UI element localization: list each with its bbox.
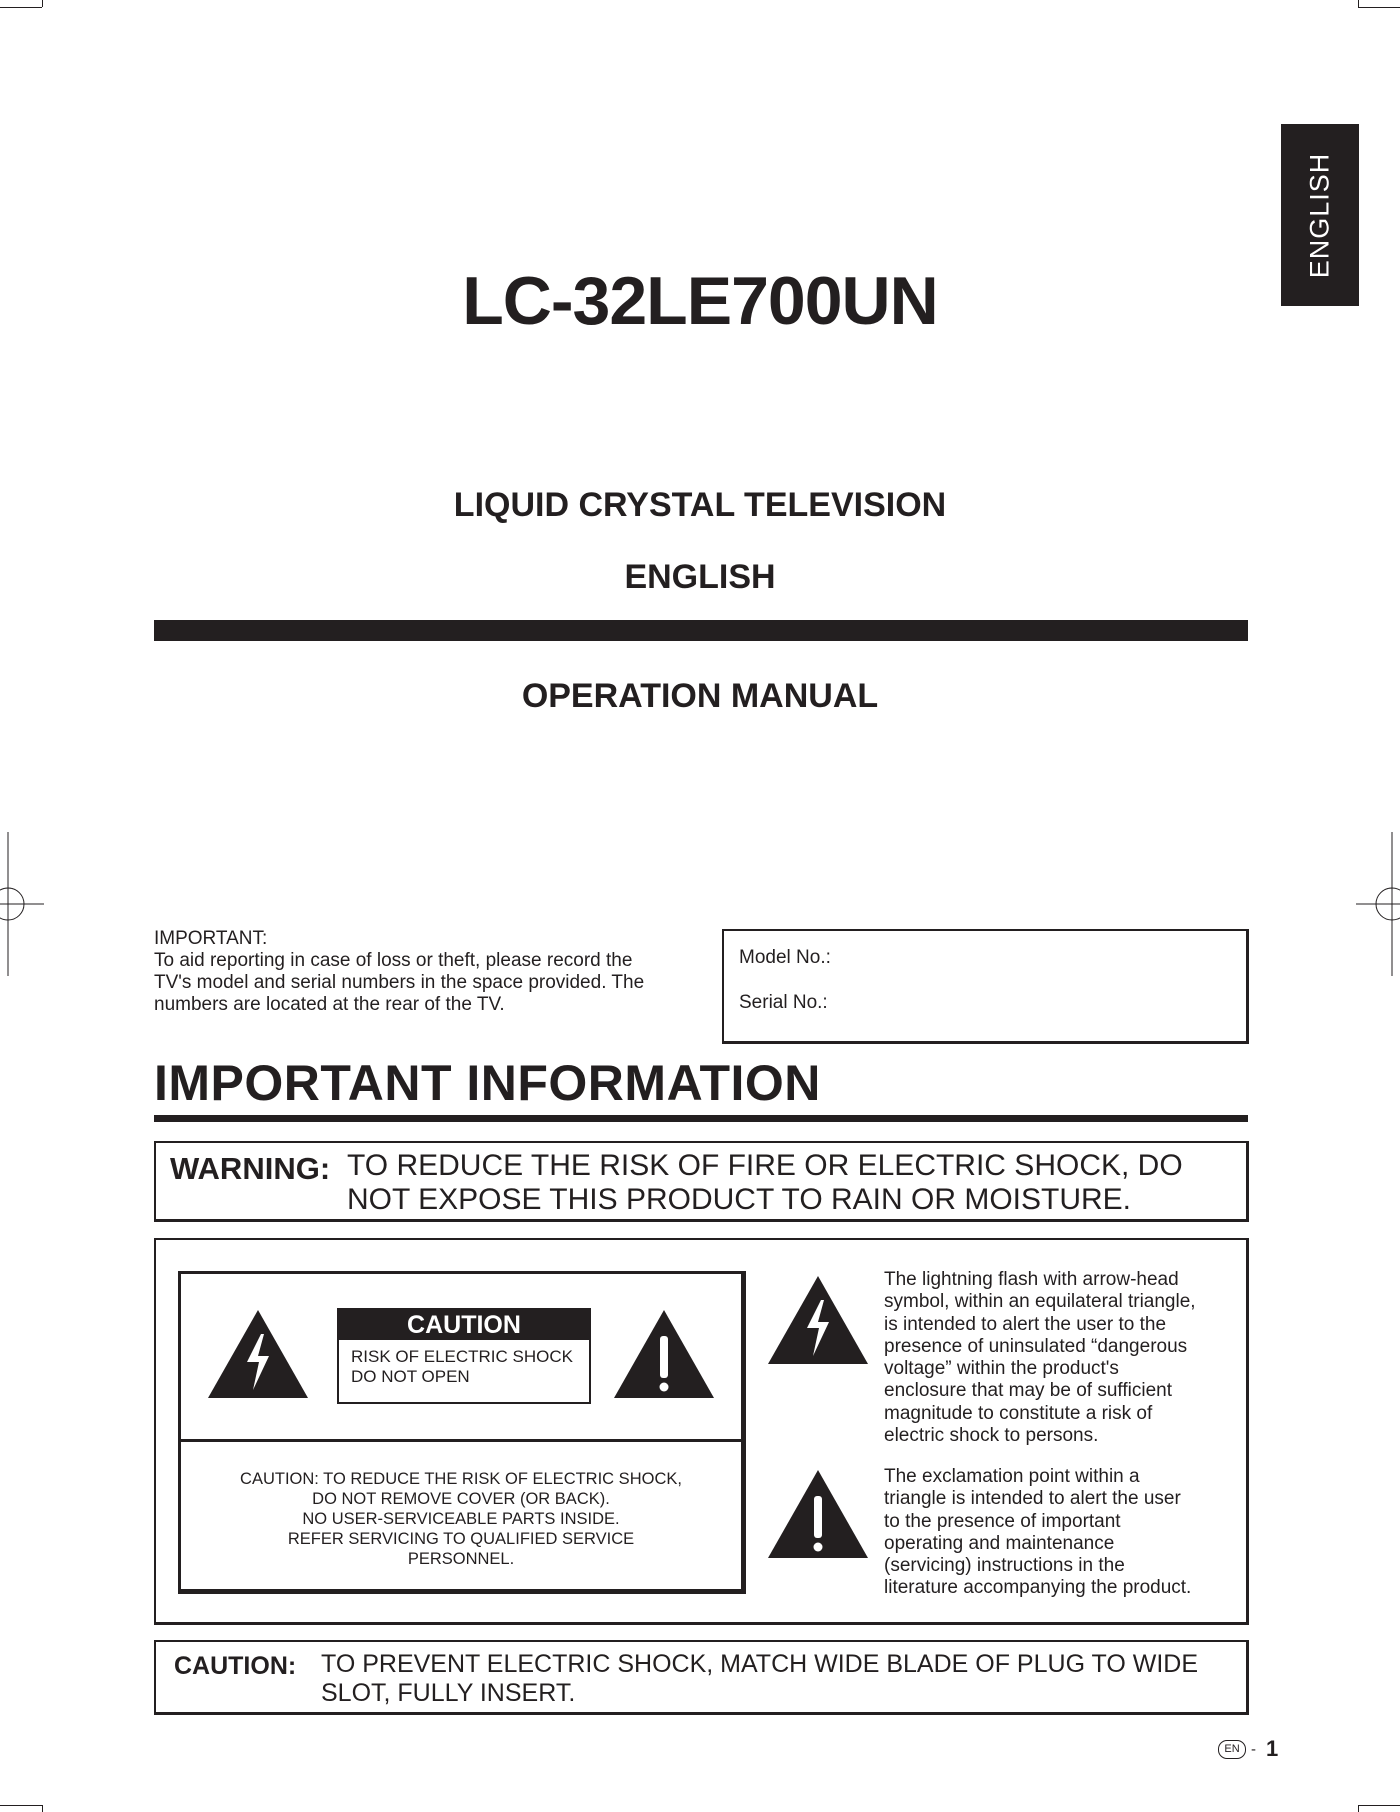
crop-mark: [1358, 1805, 1359, 1812]
crop-mark: [1358, 0, 1359, 7]
caution-shock-line: NO USER-SERVICEABLE PARTS INSIDE.: [302, 1510, 620, 1528]
caution-label-panel: [178, 1271, 746, 1594]
explanation-line: operating and maintenance: [884, 1532, 1115, 1554]
crop-mark: [42, 1805, 43, 1812]
explanation-line: The exclamation point within a: [884, 1466, 1140, 1487]
caution-label-line: DO NOT OPEN: [351, 1367, 470, 1386]
lightning-triangle-icon: [766, 1274, 870, 1366]
crop-mark: [0, 1805, 42, 1806]
important-note: [154, 928, 694, 1016]
model-number-label: Model No.:: [739, 947, 831, 968]
page-number-value: 1: [1266, 1736, 1279, 1761]
plug-caution-text: [321, 1650, 1221, 1708]
crop-mark: [1358, 7, 1400, 8]
plug-caution-box: [154, 1640, 1249, 1715]
registration-mark-icon: [1356, 832, 1400, 976]
crop-mark: [42, 0, 43, 7]
explanation-line: triangle is intended to alert the user: [884, 1488, 1181, 1510]
important-note-line: To aid reporting in case of loss or theft, please record the: [154, 950, 633, 971]
explanation-line: is intended to alert the user to the: [884, 1313, 1167, 1335]
section-heading: IMPORTANT INFORMATION: [154, 1055, 821, 1111]
plug-caution-line: SLOT, FULLY INSERT.: [321, 1679, 576, 1707]
product-line: LIQUID CRYSTAL TELEVISION: [453, 486, 947, 524]
important-note-line: numbers are located at the rear of the TV.: [154, 994, 505, 1015]
warning-box: [154, 1141, 1249, 1222]
exclamation-triangle-icon: [612, 1308, 716, 1400]
warning-line: NOT EXPOSE THIS PRODUCT TO RAIN OR MOISTURE.: [347, 1183, 1132, 1216]
panel-divider: [181, 1439, 741, 1442]
caution-label-body: [339, 1340, 589, 1387]
warning-text: [347, 1149, 1227, 1217]
page-number: [1218, 1736, 1278, 1762]
safety-symbols-box: [154, 1238, 1249, 1625]
serial-number-label: Serial No.:: [739, 992, 828, 1013]
heading-rule: [154, 1115, 1248, 1122]
registration-mark-icon: [0, 832, 44, 976]
exclamation-explanation: [884, 1466, 1229, 1600]
divider-thick: [154, 620, 1248, 641]
language-badge: EN: [1218, 1740, 1246, 1759]
crop-mark: [1358, 1805, 1400, 1806]
manual-type-title: OPERATION MANUAL: [521, 677, 879, 715]
caution-shock-line: PERSONNEL.: [407, 1550, 515, 1568]
explanation-line: enclosure that may be of sufficient: [884, 1380, 1172, 1402]
explanation-line: electric shock to persons.: [884, 1425, 1099, 1447]
lightning-explanation: [884, 1269, 1229, 1447]
crop-mark: [0, 7, 42, 8]
language-title: ENGLISH: [624, 558, 776, 596]
warning-label: WARNING:: [170, 1151, 331, 1186]
caution-label: [337, 1308, 591, 1404]
caution-label-line: RISK OF ELECTRIC SHOCK: [351, 1347, 573, 1366]
model-title: LC-32LE700UN: [462, 263, 938, 339]
explanation-line: literature accompanying the product.: [884, 1577, 1192, 1599]
caution-shock-line: DO NOT REMOVE COVER (OR BACK).: [312, 1490, 610, 1508]
lightning-triangle-icon: [206, 1308, 310, 1400]
record-box: [722, 929, 1249, 1044]
important-note-title: IMPORTANT:: [154, 928, 268, 949]
exclamation-triangle-icon: [766, 1468, 870, 1560]
plug-caution-label: CAUTION:: [174, 1652, 297, 1680]
explanation-line: symbol, within an equilateral triangle,: [884, 1291, 1196, 1313]
caution-shock-line: CAUTION: TO REDUCE THE RISK OF ELECTRIC SHOCK,: [240, 1470, 682, 1488]
caution-label-header: CAUTION: [339, 1310, 589, 1340]
explanation-line: voltage” within the product's: [884, 1358, 1119, 1380]
important-note-line: TV's model and serial numbers in the space provided. The: [154, 972, 645, 993]
explanation-line: (servicing) instructions in the: [884, 1555, 1125, 1577]
page-dash: -: [1251, 1740, 1256, 1758]
caution-shock-text: [181, 1469, 741, 1569]
warning-line: TO REDUCE THE RISK OF FIRE OR ELECTRIC SHOCK, DO: [347, 1149, 1183, 1182]
caution-shock-line: REFER SERVICING TO QUALIFIED SERVICE: [287, 1530, 635, 1548]
explanation-line: to the presence of important: [884, 1510, 1121, 1532]
explanation-line: The lightning flash with arrow-head: [884, 1269, 1179, 1290]
explanation-line: magnitude to constitute a risk of: [884, 1402, 1153, 1424]
side-tab-label: ENGLISH: [1304, 152, 1335, 278]
plug-caution-line: TO PREVENT ELECTRIC SHOCK, MATCH WIDE BLADE OF PLUG TO WIDE: [321, 1650, 1198, 1678]
explanation-line: presence of uninsulated “dangerous: [884, 1335, 1188, 1357]
